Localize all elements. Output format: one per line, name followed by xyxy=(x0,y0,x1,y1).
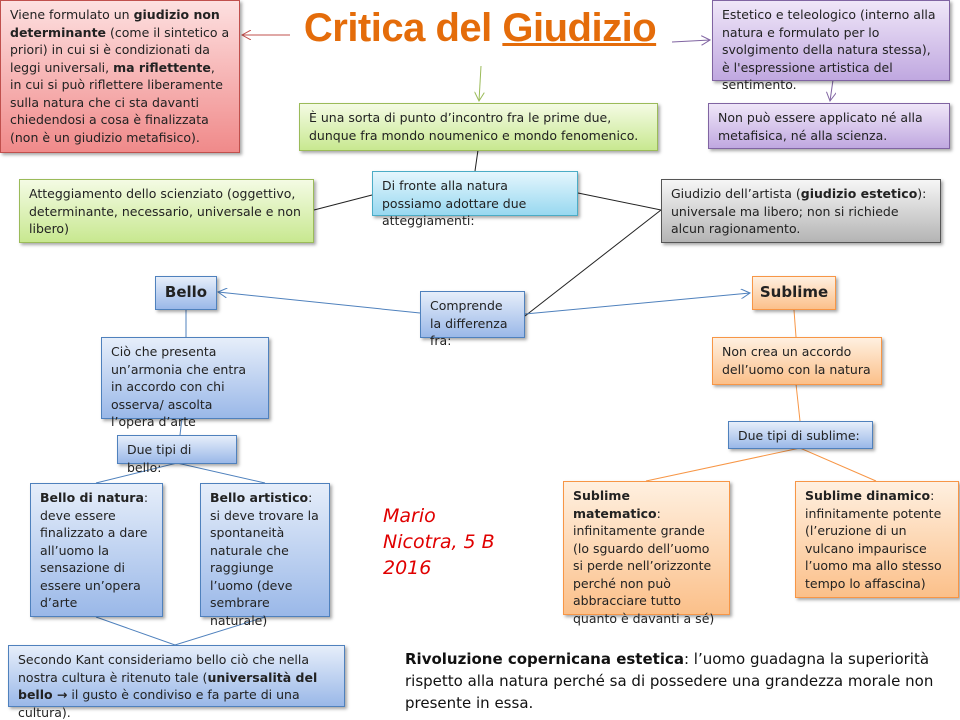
box-punto-incontro xyxy=(299,103,658,151)
heading: Bello xyxy=(164,283,208,301)
line-center-gray xyxy=(578,193,661,210)
bold-text: ma riflettente xyxy=(113,59,211,75)
title-underlined: Giudizio xyxy=(502,6,657,50)
line-sdesc-due xyxy=(796,384,800,421)
text: Non può essere applicato né alla metafisica, né alla scienza. xyxy=(718,110,923,143)
bold-text: universalità del bello → xyxy=(18,669,318,702)
bold-text: Sublime dinamico xyxy=(805,488,931,503)
text: Di fronte alla natura possiamo adottare due atteggiamenti: xyxy=(382,178,527,228)
text: Non crea un accordo dell’uomo con la natura xyxy=(722,344,871,377)
text: Estetico e teleologico (interno alla natura e formulato per lo svolgimento della natura stessa), è l'espressione artistica del sentimento. xyxy=(722,7,936,92)
bold-text: giudizio estetico xyxy=(800,186,918,201)
text: (come il sintetico a priori) in cui si è condizionati da leggi universali, xyxy=(10,24,230,75)
text: ): universale ma libero; non si richiede alcun ragionamento. xyxy=(671,186,927,236)
box-sublime xyxy=(752,276,836,310)
box-kant xyxy=(8,645,345,720)
box-non-applicabile xyxy=(708,103,950,149)
line-green-center xyxy=(475,150,478,171)
box-due-atteggiamenti xyxy=(372,171,578,228)
heading: Sublime xyxy=(759,283,829,301)
text: Due tipi di sublime: xyxy=(738,428,860,443)
bold-text: Bello artistico xyxy=(210,490,309,505)
text: Secondo Kant consideriamo bello ciò che nella nostra cultura è ritenuto tale ( xyxy=(18,652,310,685)
bold-text: giudizio non determinante xyxy=(10,7,220,40)
box-artista xyxy=(661,179,941,243)
line-due-split xyxy=(96,463,265,483)
text: il gusto è condiviso e fa parte di una cultura). xyxy=(18,687,300,720)
arrow-to-sublime xyxy=(525,293,750,314)
sig-line: Nicotra, 5 B xyxy=(383,531,495,553)
bold-text: Bello di natura xyxy=(40,490,144,505)
arrow-purple-down xyxy=(830,80,833,101)
text: Ciò che presenta un’armonia che entra in accordo con chi osserva/ ascolta l’opera d’arte xyxy=(111,344,247,429)
box-comprende xyxy=(420,291,525,348)
text: Comprende la differenza fra: xyxy=(430,298,508,348)
box-giudizio-riflettente xyxy=(0,0,240,153)
text: Atteggiamento dello scienziato (oggettivo, determinante, necessario, universale e non libero) xyxy=(29,186,301,236)
sig-line: 2016 xyxy=(383,557,432,579)
arrow-to-bello xyxy=(218,292,420,313)
line-sublime-split xyxy=(646,448,876,481)
box-estetico-teleologico xyxy=(712,0,950,92)
text: Due tipi di bello: xyxy=(127,442,192,475)
box-bello xyxy=(155,276,217,310)
text: Viene formulato un xyxy=(10,7,134,22)
text: , in cui si può riflettere liberamente sulla natura che ci sta davanti chiedendosi a cosa è finalizzata (non è un giudizio metafisico). xyxy=(10,59,223,145)
box-bello-descrizione xyxy=(101,337,269,429)
arrow-to-purple xyxy=(672,40,710,42)
text: È una sorta di punto d’incontro fra le prime due, dunque fra mondo noumenico e mondo fenomenico. xyxy=(309,110,639,143)
author-signature xyxy=(383,503,495,581)
title-text: Critica del xyxy=(303,6,503,50)
box-bello-artistico xyxy=(200,483,330,628)
bold-text: Rivoluzione copernicana estetica xyxy=(405,650,684,668)
text: : si deve trovare la spontaneità naturale che raggiunge l’uomo (deve sembrare naturale) xyxy=(210,490,319,628)
box-due-tipi-sublime xyxy=(728,421,873,449)
line-comprende-gray xyxy=(525,210,661,316)
text: Giudizio dell’artista ( xyxy=(671,186,801,201)
box-due-tipi-bello xyxy=(117,435,237,475)
line-center-left xyxy=(314,195,372,210)
text: : infinitamente grande (lo sguardo dell’uomo si perde nell’orizzonte perché non può abbracciare tutto quanto è davanti a sé) xyxy=(573,505,715,626)
text: : l’uomo guadagna la superiorità rispetto alla natura perché sa di possedere una grandezza morale non presente in essa. xyxy=(405,650,934,712)
text: : infinitamente potente (l’eruzione di un vulcano impaurisce l’uomo ma allo stesso tempo lo affascina) xyxy=(805,488,942,591)
line-sublime-desc xyxy=(794,310,796,337)
box-scienziato xyxy=(19,179,314,243)
bold-text: Sublime matematico xyxy=(573,488,657,521)
sig-line: Mario xyxy=(383,505,436,527)
arrow-to-green xyxy=(479,66,481,101)
box-sublime-matematico xyxy=(563,481,730,626)
box-sublime-dinamico xyxy=(795,481,959,598)
rivoluzione-copernicana-note xyxy=(405,648,960,714)
box-bello-natura xyxy=(30,483,163,617)
box-sublime-descrizione xyxy=(712,337,882,385)
text: : deve essere finalizzato a dare all’uomo la sensazione di essere un’opera d’arte xyxy=(40,490,149,610)
page-title xyxy=(290,6,670,51)
